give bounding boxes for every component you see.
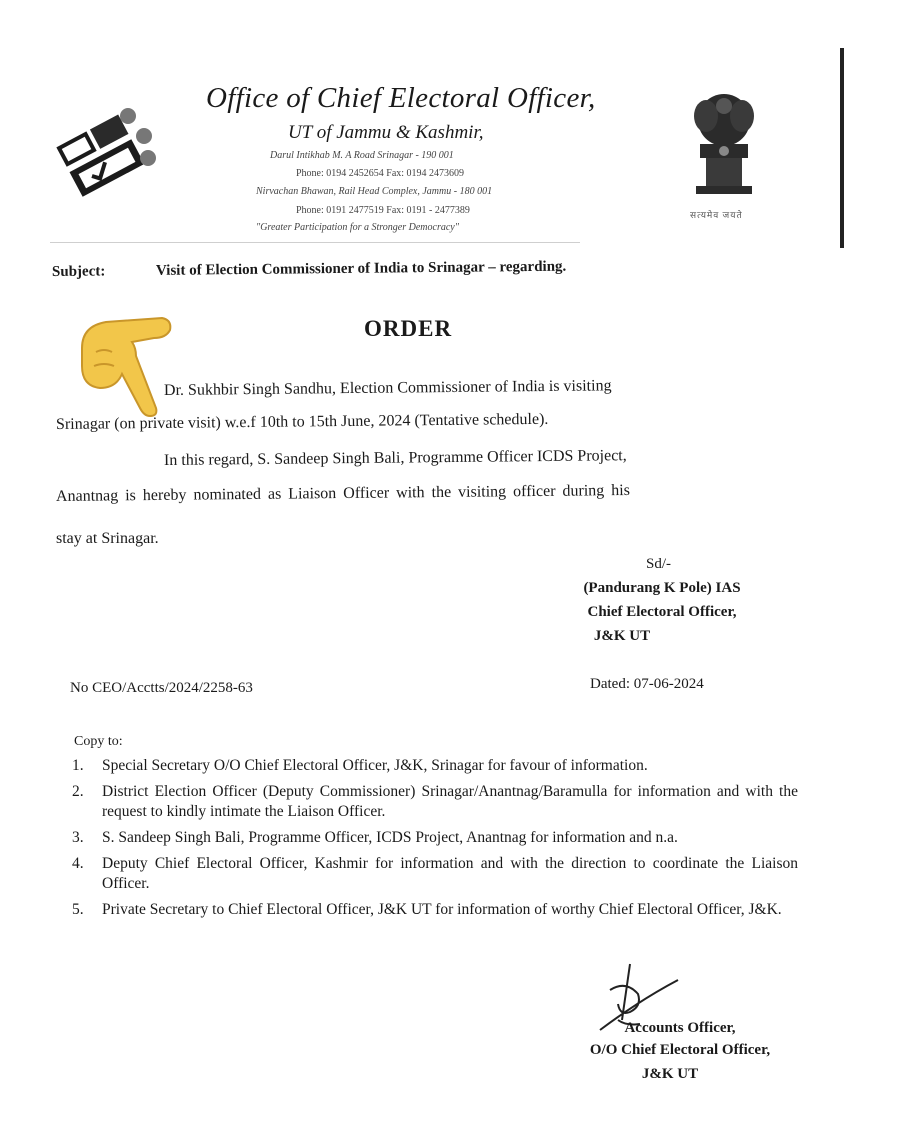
copy-item-text: Deputy Chief Electoral Officer, Kashmir for information and with the direction to coordinate the Liaison Officer. (102, 855, 798, 892)
copy-item (72, 828, 798, 848)
address-jammu: Nirvachan Bhawan, Rail Head Complex, Jammu - 180 001 (256, 186, 493, 197)
body-line-3: In this regard, S. Sandeep Singh Bali, Programme Officer ICDS Project, (163, 447, 627, 469)
copy-to-label: Copy to: (74, 734, 123, 749)
subject-text: Visit of Election Commissioner of India to Srinagar – regarding. (155, 258, 567, 279)
emblem-caption: सत्यमेव जयते (690, 210, 743, 220)
copy-item-text: Special Secretary O/O Chief Electoral Officer, J&K, Srinagar for favour of information. (102, 757, 648, 774)
address-srinagar: Darul Intikhab M. A Road Srinagar - 190 001 (270, 150, 454, 161)
copy-item (72, 782, 798, 822)
election-logo-icon (44, 96, 164, 216)
subject-line (52, 259, 566, 281)
scan-edge (840, 48, 844, 248)
sd-mark: Sd/- (646, 556, 672, 572)
copy-item-number: 3. (72, 829, 84, 846)
body-line-1: Dr. Sukhbir Singh Sandhu, Election Commissioner of India is visiting (163, 377, 612, 399)
header-divider (50, 242, 580, 243)
copy-item-number: 1. (72, 757, 84, 774)
phone-srinagar: Phone: 0194 2452654 Fax: 0194 2473609 (296, 168, 465, 179)
national-emblem-icon (676, 86, 772, 206)
copy-list (72, 756, 798, 926)
copy-item-text: S. Sandeep Singh Bali, Programme Officer, ICDS Project, Anantnag for information and n.a. (102, 829, 678, 846)
copy-item-number: 4. (72, 855, 84, 872)
body-line-4: Anantnag is hereby nominated as Liaison Officer with the visiting officer during his (55, 481, 631, 505)
office-subtitle: UT of Jammu & Kashmir, (288, 122, 484, 143)
copy-item-text: Private Secretary to Chief Electoral Officer, J&K UT for information of worthy Chief Electoral Officer, J&K. (102, 901, 782, 918)
accounts-ut: J&K UT (641, 1066, 699, 1082)
office-title: Office of Chief Electoral Officer, (206, 82, 596, 114)
accounts-officer: Accounts Officer, (624, 1020, 736, 1036)
signatory-designation: Chief Electoral Officer, (587, 604, 737, 620)
order-heading: ORDER (364, 316, 453, 341)
copy-item-number: 2. (72, 783, 84, 800)
signatory-ut: J&K UT (593, 628, 651, 644)
copy-item (72, 854, 798, 894)
copy-item (72, 900, 798, 920)
accounts-office: O/O Chief Electoral Officer, (589, 1042, 771, 1058)
copy-item-text: District Election Officer (Deputy Commissioner) Srinagar/Anantnag/Baramulla for information and with the request to kindly intimate the Liaison Officer. (102, 783, 798, 820)
pointing-hand-icon (76, 308, 176, 418)
body-line-2: Srinagar (on private visit) w.e.f 10th to 15th June, 2024 (Tentative schedule). (55, 410, 549, 433)
copy-item (72, 756, 798, 776)
signatory-name: (Pandurang K Pole) IAS (583, 580, 741, 596)
order-date: Dated: 07-06-2024 (590, 676, 704, 692)
motto: "Greater Participation for a Stronger Democracy" (256, 222, 459, 233)
phone-jammu: Phone: 0191 2477519 Fax: 0191 - 2477389 (296, 205, 470, 216)
body-line-5: stay at Srinagar. (56, 530, 159, 547)
subject-label: Subject: (51, 263, 106, 280)
copy-item-number: 5. (72, 901, 84, 918)
reference-number: No CEO/Acctts/2024/2258-63 (70, 680, 253, 696)
